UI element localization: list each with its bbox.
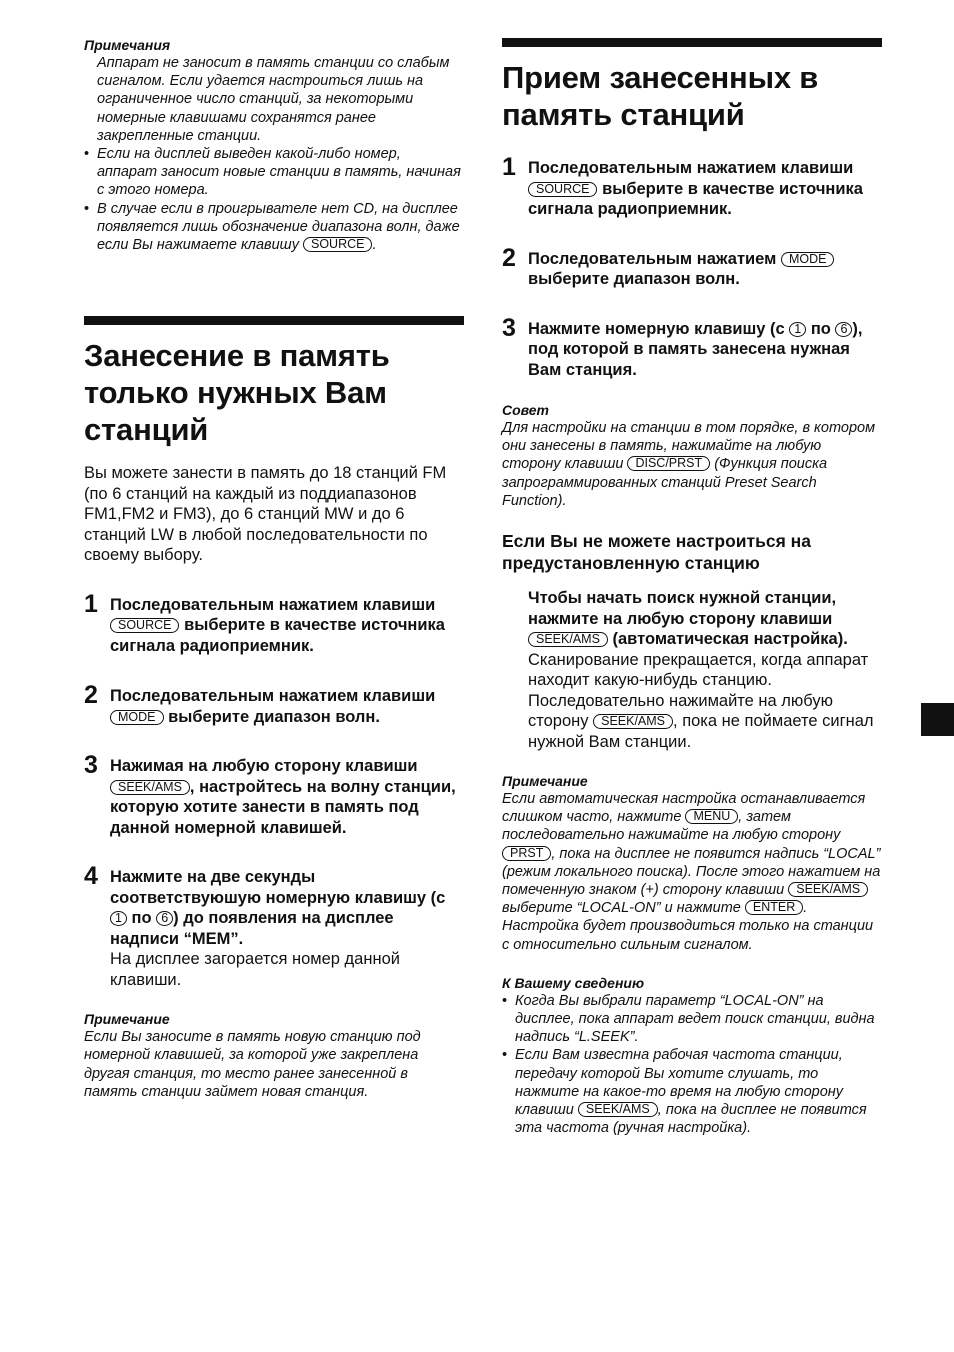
preset-key-6-label: 6 (156, 911, 173, 926)
seek-ams-key-label: SEEK/AMS (788, 882, 868, 897)
preset-key-1-label: 1 (110, 911, 127, 926)
section-rule (502, 38, 882, 47)
step-text: ) до появления на дисплее надписи “MEM”. (110, 909, 394, 948)
right-column (502, 38, 882, 1137)
step-text: , настройтесь на волну станции, которую хотите занести в память под данной номерной клавишей. (110, 777, 456, 837)
fyi-bullet-2 (502, 1046, 882, 1137)
step-text: Нажмите на две секунды соответствуюшую номерную клавишу (с (110, 868, 446, 907)
step-text: выберите в качестве источника сигнала радиоприемник. (110, 616, 445, 655)
note-bullet-2 (84, 200, 464, 255)
step-text: Последовательным нажатием клавиши (110, 687, 436, 706)
step-1 (84, 589, 464, 657)
section-heading: Прием занесенных в память станций (502, 60, 819, 132)
step-text: по (810, 319, 831, 338)
step-text: по (131, 909, 152, 928)
note-text-part: , затем последовательно нажимайте на любую сторону (502, 809, 841, 844)
note-title: Примечание (502, 773, 588, 790)
step-text: выберите диапазон волн. (168, 707, 380, 726)
step-text: Последовательным нажатием (528, 249, 777, 268)
subsection-description (528, 650, 882, 753)
mode-key-label: MODE (781, 252, 835, 267)
step-number: 3 (84, 751, 98, 780)
note-text-part: выберите “LOCAL-ON” и нажмите (502, 900, 741, 917)
note-text-part: . Настройка будет производиться только на станции с относительно сильным сигналом. (502, 900, 874, 953)
step-number: 1 (84, 589, 98, 618)
preset-key-6-label: 6 (835, 322, 852, 337)
fyi-text: Если Вам известна рабочая частота станции, передачу которой Вы хотите слушать, то нажмите на какое-то время на любую сторону клавиши (515, 1047, 843, 1119)
description-text: Сканирование прекращается, когда аппарат находит какую-нибудь станцию. Последовательно нажимайте на любую сторону (528, 650, 869, 731)
tip-text (502, 419, 882, 510)
step-3 (84, 751, 464, 838)
step-2 (502, 243, 882, 290)
enter-key-label: ENTER (745, 900, 803, 915)
step-number: 2 (502, 243, 516, 272)
step-number: 1 (502, 153, 516, 181)
note-text-part: , пока на дисплее не появится надпись “LOCAL” (режим локального поиска). После этого нажатием на помеченную знаком (+) сторону клавиши (502, 845, 881, 899)
notes-block (84, 36, 464, 254)
tip-text-start: Для настройки на станции в том порядке, в котором они занесены в память, нажимайте на любую сторону клавиши (502, 420, 876, 473)
step-1 (502, 153, 882, 220)
note-block (502, 772, 882, 954)
tip-text-end: (Функция поиска запрограммированных станций Preset Search Function). (502, 456, 828, 509)
step-2 (84, 681, 464, 727)
fyi-title: К Вашему сведению (502, 974, 645, 991)
note-text (502, 790, 882, 954)
step-text: Последовательным нажатием клавиши (528, 159, 854, 177)
preset-key-1-label: 1 (789, 322, 806, 337)
source-key-label: SOURCE (303, 237, 372, 252)
note-intro: Аппарат не заносит в память станции со слабым сигналом. Если удается настроиться лишь на ограниченное число станций, за некоторыми номерные клавишами сохранятся ранее закрепленные станции. (97, 55, 450, 144)
section-rule (84, 316, 464, 325)
disc-prst-key-label: DISC/PRST (627, 456, 710, 471)
source-key-label: SOURCE (528, 182, 597, 197)
note-title: Примечание (84, 1011, 170, 1028)
subsection-instruction (528, 588, 882, 650)
note-bullet-2-end: . (372, 237, 377, 254)
step-4 (84, 862, 464, 990)
note-bullet-1: • Если на дисплей выведен какой-либо номер, аппарат заносит новые станции в память, начиная с этого номера. (84, 145, 464, 200)
step-text: выберите диапазон волн. (528, 270, 740, 288)
fyi-bullet-1: • Когда Вы выбрали параметр “LOCAL-ON” на дисплее, пока аппарат ведет поиск станции, видна надпись “L.SEEK”. (502, 992, 882, 1047)
menu-key-label: MENU (685, 809, 738, 824)
step-result-text: На дисплее загорается номер данной клавиши. (110, 950, 400, 989)
tip-block (502, 401, 882, 510)
fyi-text: , пока на дисплее не появится эта частота (ручная настройка). (515, 1102, 867, 1137)
subsection-heading: Если Вы не можете настроиться на предустановленную станцию (502, 531, 811, 574)
step-text: Нажимая на любую сторону клавиши (110, 757, 418, 776)
note-text: Если Вы заносите в память новую станцию под номерной клавишей, за которой уже закреплена другая станция, то место ранее занесенной в память станции займет новая станция. (84, 1029, 421, 1100)
note-block-2 (84, 1010, 464, 1101)
step-text: выберите в качестве источника сигнала радиоприемник. (528, 179, 863, 218)
section-edge-tab (921, 703, 954, 736)
step-number: 3 (502, 313, 516, 342)
step-number: 2 (84, 681, 98, 710)
notes-title: Примечания (84, 37, 171, 53)
instruction-text: Чтобы начать поиск нужной станции, нажмите на любую сторону клавиши (528, 589, 837, 628)
fyi-block (502, 974, 882, 1138)
prst-key-label: PRST (502, 846, 551, 861)
step-text: Нажмите номерную клавишу (с (528, 319, 785, 338)
mode-key-label: MODE (110, 710, 164, 725)
step-text: ), под которой в память занесена нужная Вам станция. (528, 319, 863, 379)
description-text: , пока не поймаете сигнал нужной Вам станции. (528, 712, 874, 751)
section-intro: Вы можете занести в память до 18 станций FM (по 6 станций на каждый из поддиапазонов FM1,FM2 и FM3), до 6 станций MW и до 6 станций LW в любой последовательности по своему выбору. (84, 464, 447, 565)
source-key-label: SOURCE (110, 618, 179, 633)
seek-ams-key-label: SEEK/AMS (578, 1102, 658, 1117)
subsection-body (502, 588, 882, 752)
tip-title: Совет (502, 402, 550, 418)
seek-ams-key-label: SEEK/AMS (593, 714, 673, 729)
instruction-text: (автоматическая настройка). (612, 630, 848, 649)
step-number: 4 (84, 862, 98, 891)
step-3 (502, 313, 882, 381)
section-heading: Занесение в память только нужных Вам станций (84, 338, 390, 448)
left-column (84, 36, 464, 1101)
seek-ams-key-label: SEEK/AMS (110, 780, 190, 795)
note-text-part: Если автоматическая настройка останавливается слишком часто, нажмите (502, 791, 866, 826)
step-text: Последовательным нажатием клавиши (110, 595, 436, 614)
seek-ams-key-label: SEEK/AMS (528, 632, 608, 647)
note-bullet-2-text: В случае если в проигрывателе нет CD, на дисплее появляется лишь обозначение диапазона волн, даже если Вы нажимаете клавишу (97, 200, 460, 254)
